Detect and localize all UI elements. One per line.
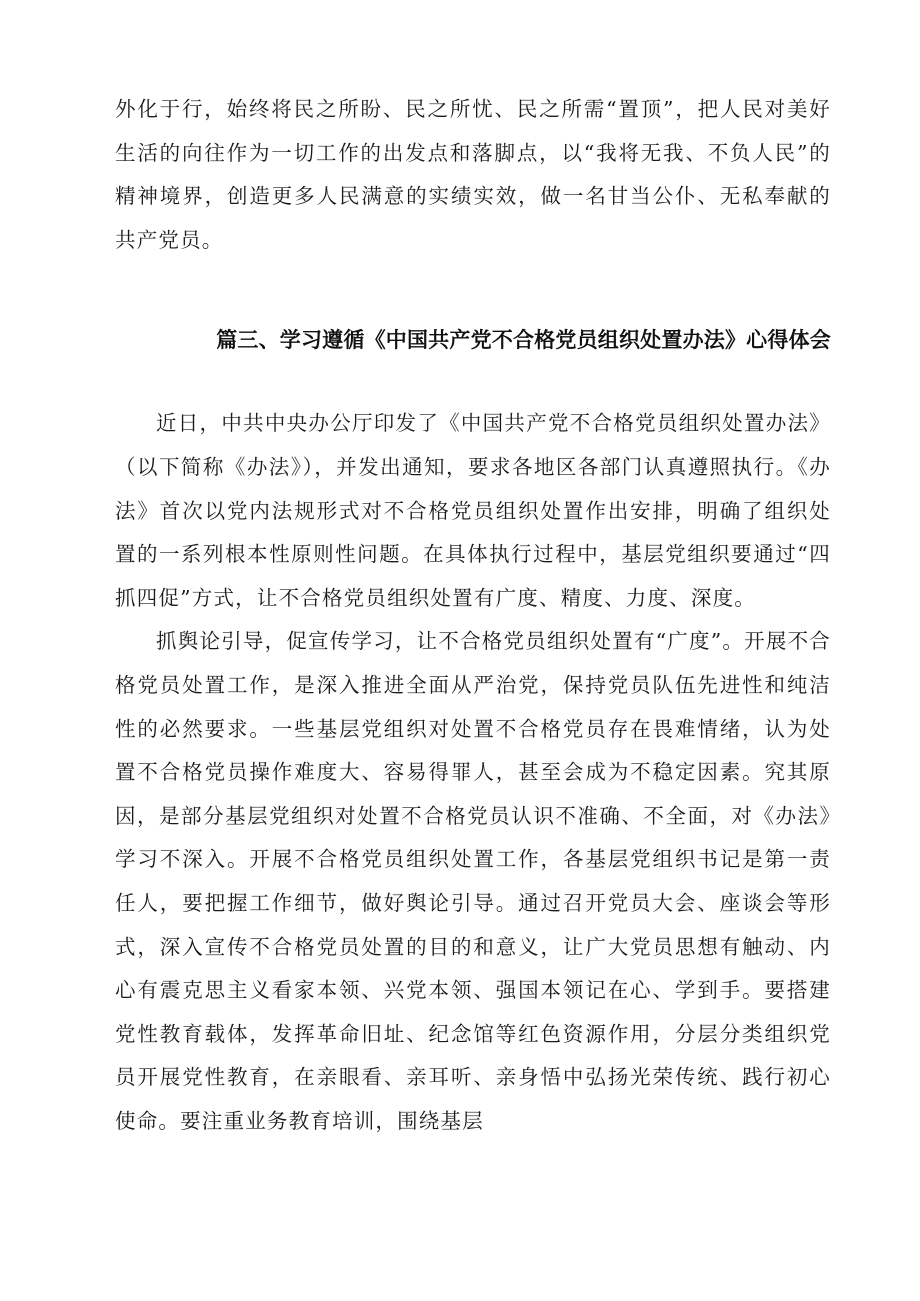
section-heading: 篇三、学习遵循《中国共产党不合格党员组织处置办法》心得体会 xyxy=(216,328,831,353)
body-paragraph-2: 抓舆论引导，促宣传学习，让不合格党员组织处置有“广度”。开展不合格党员处置工作，是深入推进全面从严治党，保持党员队伍先进性和纯洁性的必然要求。一些基层党组织对处置不合格党员存在畏难情绪，认为处置不合格党员操作难度大、容易得罪人，甚至会成为不稳定因素。究其原因，是部分基层党组织对处置不合格党员认识不准确、不全面，对《办法》学习不深入。开展不合格党员组织处置工作，各基层党组织书记是第一责任人，要把握工作细节，做好舆论引导。通过召开党员大会、座谈会等形式，深入宣传不合格党员处置的目的和意义，让广大党员思想有触动、内心有震克思主义看家本领、兴党本领、强国本领记在心、学到手。要搭建党性教育载体，发挥革命旧址、纪念馆等红色资源作用，分层分类组织党员开展党性教育，在亲眼看、亲耳听、亲身悟中弘扬光荣传统、践行初心使命。要注重业务教育培训，围绕基层 xyxy=(115,629,831,1133)
intro-paragraph: 外化于行，始终将民之所盼、民之所忧、民之所需“置顶”，把人民对美好生活的向往作为一切工作的出发点和落脚点，以“我将无我、不负人民”的精神境界，创造更多人民满意的实绩实效，做一名甘当公仆、无私奉献的共产党员。 xyxy=(115,97,831,252)
document-page xyxy=(115,88,831,1143)
body-paragraph-1: 近日，中共中央办公厅印发了《中国共产党不合格党员组织处置办法》（以下简称《办法》），并发出通知，要求各地区各部门认真遵照执行。《办法》首次以党内法规形式对不合格党员组织处置作出安排，明确了组织处置的一系列根本性原则性问题。在具体执行过程中，基层党组织要通过“四抓四促”方式，让不合格党员组织处置有广度、精度、力度、深度。 xyxy=(115,411,831,610)
